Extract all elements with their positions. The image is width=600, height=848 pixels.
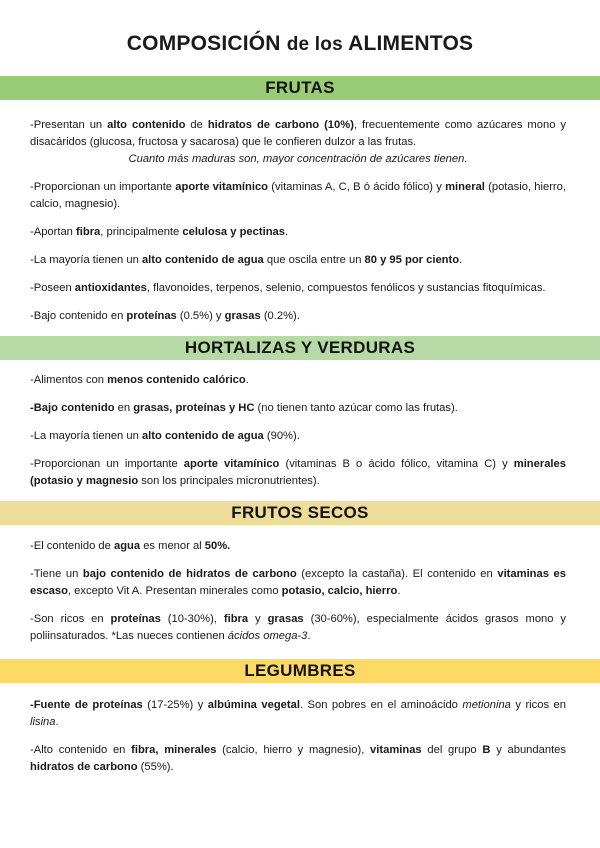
text-run: . <box>284 226 289 238</box>
section-body-hortalizas <box>0 360 600 490</box>
text-run: -Poseen <box>30 282 75 294</box>
text-run: hidratos de carbono <box>30 761 138 773</box>
title-part-1: COMPOSICIÓN <box>126 32 281 55</box>
text-run: grasas <box>224 310 261 322</box>
text-run: bajo contenido de hidratos de carbono <box>82 568 297 580</box>
text-run: del grupo <box>421 744 483 756</box>
text-run: -Son ricos en <box>30 613 111 625</box>
text-run: -La mayoría tienen un <box>30 430 142 442</box>
section-0-paragraph <box>30 252 566 269</box>
text-run: -Proporcionan un importante <box>30 458 184 470</box>
text-run: . <box>55 716 59 728</box>
text-run: -Bajo contenido <box>30 402 115 414</box>
text-run: (potasio y magnesio <box>30 475 139 487</box>
text-run: (55%). <box>137 761 174 773</box>
section-header-legumbres: LEGUMBRES <box>0 659 600 683</box>
section-header-frutas: FRUTAS <box>0 76 600 100</box>
section-0-paragraph <box>30 280 566 297</box>
section-3-paragraph <box>30 697 566 731</box>
text-run: -Tiene un <box>30 568 83 580</box>
text-run: . <box>307 630 311 642</box>
text-run: que oscila entre un <box>263 254 365 266</box>
text-run: -Alimentos con <box>30 374 108 386</box>
section-body-frutas <box>0 100 600 325</box>
text-run: (calcio, hierro y magnesio), <box>216 744 371 756</box>
section-0-paragraph <box>30 179 566 213</box>
section-1-paragraph <box>30 372 566 389</box>
text-run: 80 y 95 por ciento <box>364 254 460 266</box>
text-run: (excepto la castaña). El contenido en <box>296 568 498 580</box>
text-run: -El contenido de <box>30 540 114 552</box>
title-part-3: ALIMENTOS <box>348 32 474 55</box>
text-run: metionina <box>462 699 511 711</box>
text-run: alto contenido de agua <box>141 254 264 266</box>
section-3-paragraph <box>30 742 566 776</box>
text-run: y abundantes <box>490 744 566 756</box>
page-title <box>0 0 600 62</box>
section-1-paragraph <box>30 400 566 417</box>
section-0-paragraph <box>30 308 566 325</box>
text-run: agua <box>113 540 141 552</box>
text-run: fibra <box>223 613 249 625</box>
section-2-paragraph <box>30 566 566 600</box>
text-run: -Presentan un <box>30 119 108 131</box>
section-frutas <box>0 76 600 325</box>
text-run: aporte vitamínico <box>183 458 280 470</box>
text-run: grasas, proteínas y HC <box>133 402 255 414</box>
text-run: de <box>185 119 208 131</box>
section-2-paragraph <box>30 611 566 645</box>
text-run: vitaminas es escaso <box>30 568 566 597</box>
section-1-paragraph <box>30 456 566 490</box>
text-run: y <box>248 613 268 625</box>
section-0-paragraph <box>30 224 566 241</box>
section-frutos-secos <box>0 501 600 645</box>
text-run: -Bajo contenido en <box>30 310 127 322</box>
text-run: proteínas <box>126 310 177 322</box>
section-header-frutos-secos: FRUTOS SECOS <box>0 501 600 525</box>
text-run: fibra, minerales <box>131 744 217 756</box>
text-run: y ricos en <box>510 699 566 711</box>
text-run: -Fuente de proteínas <box>30 699 143 711</box>
section-hortalizas <box>0 336 600 490</box>
text-run: (potasio, hierro, calcio, magnesio). <box>30 181 566 210</box>
text-run: potasio, calcio, hierro <box>281 585 398 597</box>
text-run: alto contenido <box>107 119 186 131</box>
text-run: proteínas <box>110 613 161 625</box>
text-run: , principalmente <box>100 226 183 238</box>
text-run: lisina <box>30 716 56 728</box>
text-run: (0.5%) y <box>176 310 225 322</box>
text-run: 50%. <box>204 540 231 552</box>
text-run: alto contenido de agua <box>141 430 264 442</box>
text-run: -La mayoría tienen un <box>30 254 142 266</box>
text-run: (no tienen tanto azúcar como las frutas). <box>254 402 458 414</box>
text-run: (vitaminas A, C, B ó ácido fólico) y <box>268 181 446 193</box>
text-run: (vitaminas B o ácido fólico, vitamina C) y <box>279 458 514 470</box>
text-run: son los principales micronutrientes). <box>138 475 320 487</box>
text-run: aporte vitamínico <box>175 181 269 193</box>
text-run: albúmina vegetal <box>207 699 300 711</box>
section-2-paragraph <box>30 538 566 555</box>
text-run: , excepto Vit A. Presentan minerales como <box>67 585 282 597</box>
text-run: . Son pobres en el aminoácido <box>299 699 463 711</box>
title-part-2: de los <box>286 34 343 55</box>
text-run: en <box>114 402 134 414</box>
text-run: (10-30%), <box>160 613 224 625</box>
text-run: , frecuentemente como azúcares mono y disacáridos (glucosa, fructosa y sacarosa) que le confieren dulzor a las frutas. <box>30 119 566 148</box>
text-run: es menor al <box>140 540 205 552</box>
text-run: , flavonoides, terpenos, selenio, compuestos fenólicos y sustancias fitoquímicas. <box>146 282 546 294</box>
text-run: . <box>459 254 463 266</box>
section-0-paragraph <box>30 151 566 168</box>
text-run: (90%). <box>263 430 300 442</box>
text-run: grasas <box>267 613 304 625</box>
section-legumbres <box>0 659 600 776</box>
text-run: vitaminas <box>370 744 422 756</box>
text-run: . <box>397 585 401 597</box>
text-run: hidratos de carbono (10%) <box>207 119 354 131</box>
text-run: (17-25%) y <box>142 699 208 711</box>
text-run: menos contenido calórico <box>107 374 246 386</box>
section-1-paragraph <box>30 428 566 445</box>
text-run: ácidos omega-3 <box>227 630 308 642</box>
text-run: minerales <box>513 458 566 470</box>
text-run: celulosa y pectinas <box>182 226 285 238</box>
text-run: Cuanto más maduras son, mayor concentración de azúcares tienen. <box>128 153 468 165</box>
text-run: (0.2%). <box>260 310 300 322</box>
text-run: -Proporcionan un importante <box>30 181 176 193</box>
text-run: -Alto contenido en <box>30 744 132 756</box>
section-0-paragraph <box>30 117 566 151</box>
text-run: fibra <box>76 226 101 238</box>
section-header-hortalizas: HORTALIZAS Y VERDURAS <box>0 336 600 360</box>
text-run: (30-60%), especialmente ácidos grasos mono y poliinsaturados. *Las nueces contienen <box>30 613 567 642</box>
text-run: mineral <box>445 181 485 193</box>
text-run: B <box>482 744 491 756</box>
text-run: -Aportan <box>30 226 77 238</box>
section-body-frutos-secos <box>0 525 600 645</box>
text-run: . <box>245 374 249 386</box>
text-run: antioxidantes <box>74 282 147 294</box>
section-body-legumbres <box>0 683 600 776</box>
